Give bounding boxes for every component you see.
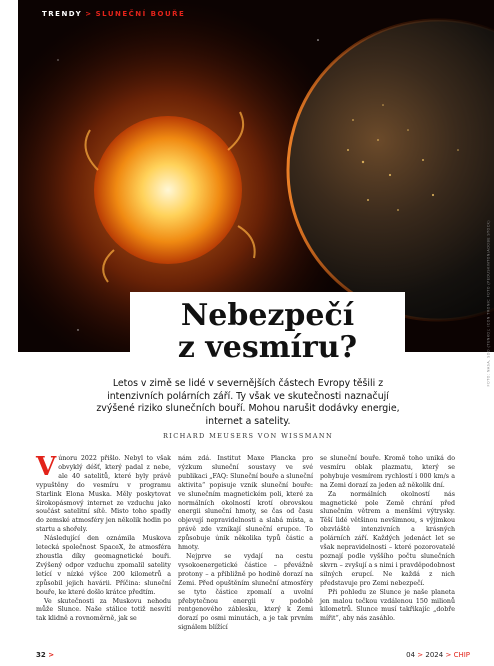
text-column-1	[36, 452, 171, 624]
paragraph: Nejprve se vydají na cestu vysokoenergetické částice – převážně protony – a přibližně po hodině dorazí na Zemi. Před opuštěním sluneční atmosféry se tyto částice zpomalí a uvolní přebytečnou energii v podobě rentgenového záblesku, který k Zemi dorazí po osmi minutách, a je tak prvním signálem blížící	[178, 552, 313, 632]
text-column-2	[178, 455, 313, 633]
paragraph: nám zdá. Institut Maxe Plancka pro výzkum sluneční soustavy ve své publikaci „FAQ: Sluneční bouře a sluneční aktivita“ popisuje vznik sluneční bouře: ve slunečním magnetickém poli, které za normálních okolností krotí obrovskou energii sluneční hmoty, se čas od času objevují nepravidelnosti a slabá místa, a právě zde vznikají sluneční erupce. To způsobuje únik několika typů částic a hmoty.	[178, 455, 313, 552]
title-box	[130, 292, 405, 372]
magazine-name: CHIP	[453, 651, 470, 659]
section-header	[42, 10, 185, 18]
sun-shape	[94, 116, 242, 264]
text-column-3	[320, 455, 455, 624]
byline: RICHARD MEUSERS VON WISSMANN	[162, 432, 334, 440]
section-label: TRENDY	[42, 10, 83, 18]
paragraph: Při pohledu ze Slunce je naše planeta jen malou tečkou vzdálenou 150 milionů kilometrů. Slunce musí takřikajíc „dobře mířit“, aby nás zasáhlo.	[320, 588, 455, 623]
page-number: 32 >	[36, 651, 55, 659]
lead-paragraph: Letos v zimě se lidé v severnějších částech Evropy těšili z intenzivních polárních září. Ty však ve skutečnosti naznačují zvýšené riziko slunečních bouří. Mohou narušit dodávky energie, internet a satelity.	[96, 378, 400, 427]
drop-cap: V	[36, 452, 57, 482]
title-line-2: z vesmíru?	[177, 330, 358, 365]
photo-credit: FOTO: NASA, SDO (TUNKO); ICON TRONIC FOTO (PEDUSKINTON/ADOBE STOCK)	[486, 220, 490, 387]
issue-info: 04 > 2024 > CHIP	[406, 651, 470, 659]
article-title	[130, 300, 405, 364]
header-separator: >	[85, 10, 93, 18]
title-line-1: Nebezpečí	[180, 298, 355, 333]
paragraph: Následující den oznámila Muskova letecká společnost SpaceX, že atmosféra zhoustla díky geomagnetické bouři. Zvýšený odpor vzduchu zpomalil satelity letící v nízké výšce 200 kilometrů a způsobil jejich havárii. Příčina: sluneční bouře, ke které došlo krátce předtím.	[36, 535, 171, 596]
paragraph: se sluneční bouře. Kromě toho uniká do vesmíru oblak plazmatu, který se pohybuje vesmírem rychlostí i 000 km/s a na Zemi dorazí za jeden až několik dní.	[320, 455, 455, 489]
paragraph: Za normálních okolností nás magnetické pole Země chrání před slunečním větrem a menšími výtrysky. Těší lidé většinou nevšimnou, s výjimkou obzvláště intenzivních a krásných polárních září. Každých jedenáct let se však nepravidelnosti – které pozorovatelé poznají podle vyššího počtu slunečních skvrn – zvyšují a s nimi i pravděpodobnost silných erupcí. Ne každá z nich představuje pro Zemi nebezpečí.	[320, 490, 455, 587]
topic-label: SLUNEČNÍ BOUŘE	[95, 10, 186, 18]
paragraph: Vúnoru 2022 přišlo. Nebyl to však obvyklý déšť, který padal z nebe, ale 40 satelitů, které byly právě vypuštěny do vesmíru v programu Starlink Elona Muska. Měly poskytovat širokopásmový internet ze vzduchu jako součást satelitní sítě. Misto toho spadly do zemské atmosféry jen několik hodin po startu a shořely.	[36, 452, 171, 534]
paragraph: Ve skutečnosti za Muskovu nehodu může Slunce. Naše stálice totiž nesvítí tak klidně a rovnoměrně, jak se	[36, 597, 171, 623]
